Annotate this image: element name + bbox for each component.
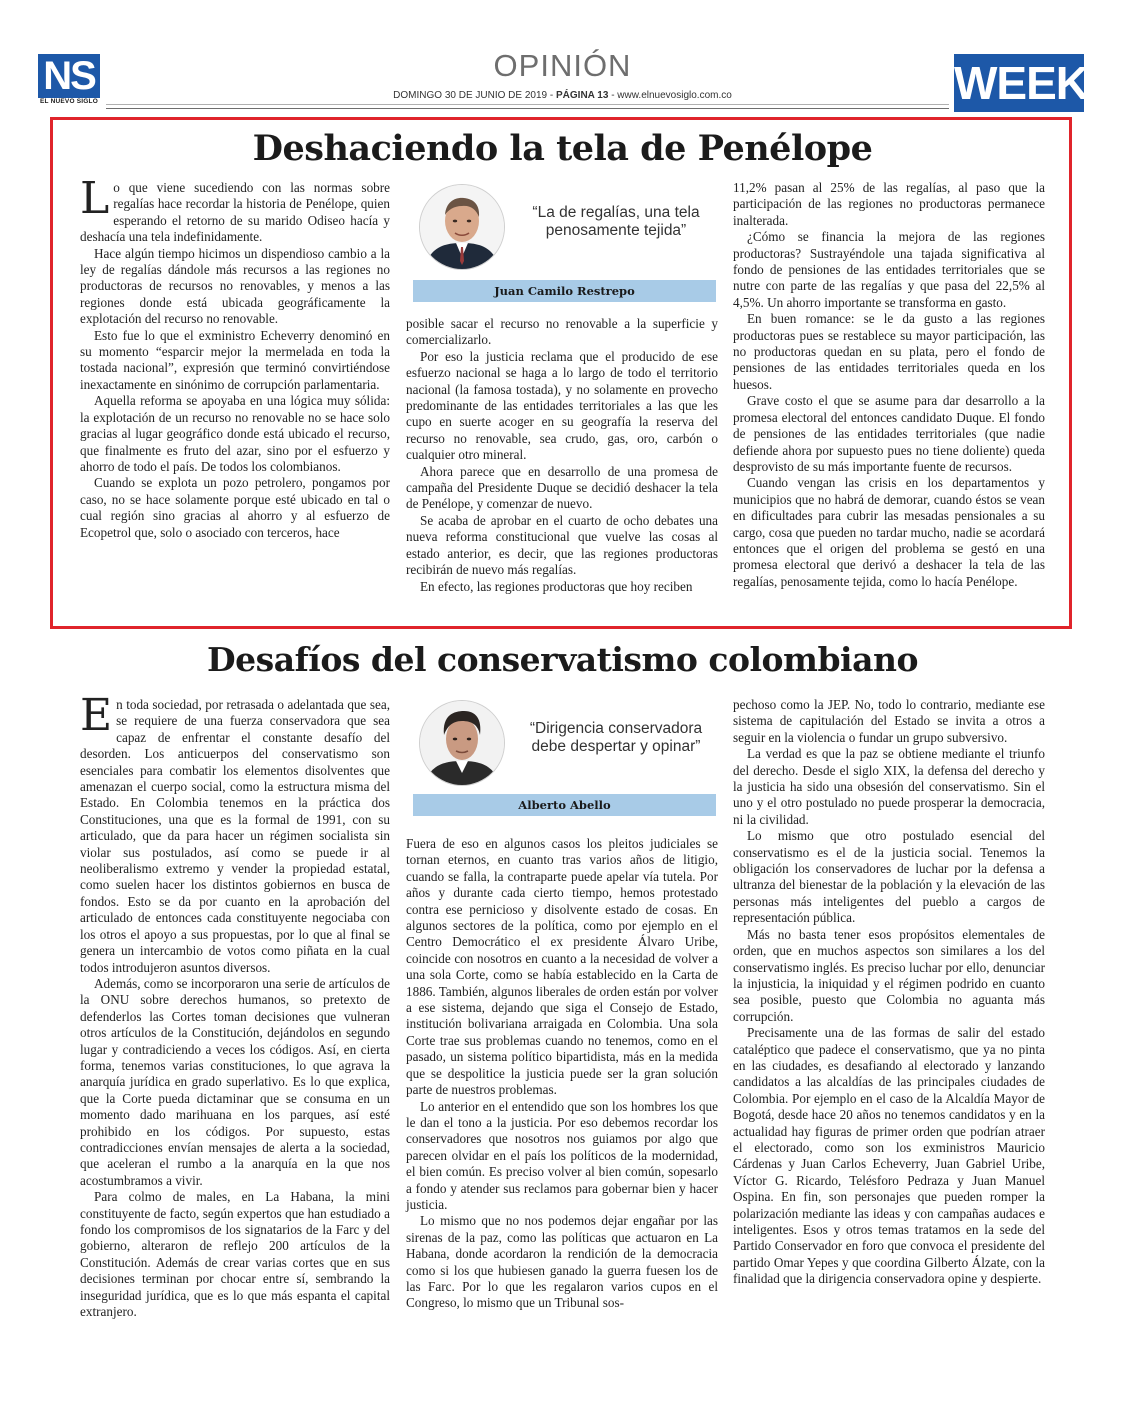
article2-paragraph: La verdad es que la paz se obtiene mediante el triunfo del derecho. Desde el siglo XIX, la defensa del derecho y la justicia ha sido una obsesión del conservatismo. Sin el uno y el otro postulado no puede prosperar la democracia, ni la civilidad. (733, 746, 1045, 827)
article1-column-1 (80, 173, 390, 541)
article1-paragraph: Ahora parece que en desarrollo de una promesa de campaña del Presidente Duque se decidió deshacer la tela de Penélope, y comenzar de nuevo. (406, 463, 718, 512)
article2-column-2 (406, 836, 718, 1312)
portrait-image (420, 185, 504, 269)
portrait-image (420, 701, 504, 785)
week-logo[interactable]: WEEK (954, 54, 1084, 112)
article1-title: Deshaciendo la tela de Penélope (252, 128, 873, 169)
article1-paragraph: Se acaba de aprobar en el cuarto de ocho debates una nueva reforma constitucional que vuelve las cosas al estado anterior, es decir, que las regiones productoras recibirán de nuevo más regalías. (406, 512, 718, 578)
article1-paragraph: Esto fue lo que el exministro Echeverry denominó en su momento “esparcir mejor la mermelada en toda la tostada nacional”, expresión que terminó convirtiéndose inexactamente en sinónimo de corrupción parlamentaria. (80, 327, 390, 392)
logo-ns-subtitle: EL NUEVO SIGLO (40, 98, 98, 105)
article2-paragraph: Precisamente una de las formas de salir del estado cataléptico que padece el conservatismo, que ya no pinta en las ciudades, es desafiando al electorado y lanzando candidatos a las alcaldías de las principales ciudades de Colombia. Por ejemplo en el caso de la Alcaldía Mayor de Bogotá, desde hace 20 años no tenemos candidatos y en la actualidad hay figuras de primer orden que podrían atraer el electorado, como son los exministros Mauricio Cárdenas y Juan Carlos Echeverry, Juan Gabriel Uribe, Víctor G. Ricardo, Telésforo Pedraza y Juan Manuel Ospina. En fin, son personajes que pueden romper la polarización mediante las ideas y con campañas audaces e inteligentes. Esos y otros temas tratamos en la sede del Partido Conservador en foro que convoca el presidente del partido Omar Yepes y que coordina Gilberto Álzate, con la finalidad que la dirigencia conservadora opine y despierte. (733, 1025, 1045, 1287)
author-name: Juan Camilo Restrepo (413, 280, 716, 302)
article1-paragraph: ¿Cómo se financia la mejora de las regiones productoras? Sustrayéndole una tajada significativa al fondo de pensiones de las entidades territoriales que se nutre con parte de las regalías y que pasa del 22,5% al 4,5%. Un ahorro importante se transforma en gasto. (733, 229, 1045, 310)
page-number: PÁGINA 13 (556, 90, 609, 101)
article2-title: Desafíos del conservatismo colombiano (207, 640, 918, 679)
article1-column-3 (733, 180, 1045, 590)
logo-ns-mark: NS (38, 54, 100, 98)
article1-paragraph: En efecto, las regiones productoras que hoy reciben (420, 578, 693, 594)
article2-paragraph: Además, como se incorporaron una serie de artículos de la ONU sobre derechos humanos, so pretexto de defenderlos las Cortes toman decisiones que vulneran otros artículos de la Constitución, dejándolos en segundo lugar y contradiciendo a veces los códigos. Así, en cierta forma, tenemos varias constituciones, lo que agrava la anarquía jurídica en grado superlativo. Es lo que explica, que la Corte pueda dictaminar que se consuma en un momento dado marihuana en los parques, así esté prohibido en los códigos. Por supuesto, estas contradicciones envían mensajes de alerta a la sociedad, que aceleran el rumbo a la anarquía en la que nos acostumbramos a vivir. (80, 975, 390, 1188)
article1-paragraph: Aquella reforma se apoyaba en una lógica muy sólida: la explotación de un recurso no renovable no se hace solo gracias al lugar geográfico donde está ubicado el recurso, que finalmente es fruto del azar, sino por el esfuerzo y ahorro de todo el país. De todos los colombianos. (80, 393, 390, 474)
article2-paragraph: Fuera de eso en algunos casos los pleitos judiciales se tornan eternos, en cuanto tras varios años de litigio, cuando se falla, la contraparte puede apelar vía tutela. Por años y durante cada cierto tiempo, hemos protestado contra ese pernicioso y disolvente estado de cosas. En algunos sectores de la política, como por ejemplo en el Centro Democrático el ex presidente Álvaro Uribe, coincide con nosotros en cuanto a la necesidad de volver a una sola Corte, como se había establecido en la Carta de 1886. También, algunos liberales de orden están por volver a ese sistema, dejando que siga el Consejo de Estado, institución bolivariana arraigada en Colombia. Una sola Corte trae sus problemas cuando no tenemos, como en el pasado, un sistema político bipartidista, más en la medida que se despolitice la justicia puede ser la gran solución parte de nuestros problemas. (406, 836, 718, 1098)
article1-paragraph: Cuando se explota un pozo petrolero, pongamos por caso, no se hace solamente porque esté ubicado en tal o cual región sino gracias al ahorro y al esfuerzo de Ecopetrol que, solo o asociado con terceros, hace (80, 475, 390, 540)
article1-paragraph: Grave costo el que se asume para dar desarrollo a la promesa electoral del entonces candidato Duque. El fondo de pensiones de las entidades territoriales (que nadie defiende ahora por supuesto pues no tiene doliente) queda desprovisto de su más importante fuente de recursos. (733, 393, 1045, 474)
article1-paragraph: Por eso la justicia reclama que el producido de ese esfuerzo nacional se haga a lo largo de todo el territorio nacional (la famosa tostada), y no solamente en provecho predominante de las entidades territoriales a las que les cupo en suerte acoger en su geografía la reserva del recurso no renovable, sea crudo, gas, oro, carbón o cualquier otro mineral. (406, 348, 718, 463)
date-text: DOMINGO 30 DE JUNIO DE 2019 - (393, 90, 554, 101)
article1-dropcap: L (80, 173, 110, 224)
section-title: OPINIÓN (493, 48, 632, 83)
article2-column-1 (80, 690, 390, 1320)
site-url[interactable]: - www.elnuevosiglo.com.co (611, 90, 732, 101)
article1-paragraph: Lo que viene sucediendo con las normas sobre regalías hace recordar la historia de Penélope, quien esperando el retorno de su marido Odiseo hacía y deshacía una tela indefinidamente. (80, 173, 390, 245)
article2-column-3 (733, 697, 1045, 1288)
article2-dropcap: E (80, 690, 113, 741)
article1-paragraph: Cuando vengan las crisis en los departamentos y municipios que no habrá de demorar, cuando éstos se vean en dificultades para cubrir las mesadas pensionales a su cargo, cosa que pueden no tardar mucho, nadie se acordará entonces que el origen del problema se gestó en una promesa electoral que derivó a deshacer la tela de las regalías, penosamente tejida, como lo hacía Penélope. (733, 475, 1045, 589)
article2-paragraph: En toda sociedad, por retrasada o adelantada que sea, se requiere de una fuerza conservadora que sea capaz de enfrentar el constante desafío del desorden. Los anticuerpos del conservatismo son esenciales para combatir los elementos disolventes que amenazan el cuerpo social, como la estructura misma del Estado. En Colombia tenemos en la práctica dos Constituciones, una que es la formal de 1991, con su articulado, que da para hacer un régimen socialista sin violar sus postulados, así como se puede ir al neoliberalismo extremo y vender la propiedad estatal, como suelen hacer los distintos gobiernos en busca de fondos. Esto se da por cuanto en la aprobación del articulado de entonces cada constituyente negociaba con los otros el apoyo a sus propuestas, por lo que al final se genera un intercambio de votos como piñata en la cual todos introdujeron asuntos diversos. (80, 690, 390, 975)
article1-column-2 (406, 316, 718, 595)
header-rule (106, 108, 949, 109)
article1-paragraph: En buen romance: se le da gusto a las regiones productoras pues se restablece su mayor participación, las no productoras quedan en su plata, pero el fondo de pensiones de las entidades territoriales queda en los huesos. (733, 311, 1045, 392)
author-portrait (419, 700, 505, 786)
article1-paragraph: 11,2% pasan al 25% de las regalías, al paso que la participación de las regiones no productoras permanece inalterada. (733, 180, 1045, 228)
author-portrait (419, 184, 505, 270)
article2-paragraph: Para colmo de males, en La Habana, la mini constituyente de facto, según expertos que han estudiado a fondo los compromisos de los signatarios de la Farc y del gobierno, alteraron de reflejo 200 artículos de la Constitución. Además de crear varias cortes que en sus decisiones terminan por chocar entre sí, sembrando la inseguridad jurídica, que es lo que más espanta el capital extranjero. (80, 1189, 390, 1320)
article2-quote-box (413, 698, 716, 816)
article2-paragraph: Lo anterior en el entendido que son los hombres los que le dan el tono a la justicia. Por eso debemos recordar los conservadores que nosotros nos guiamos por algo que parecen olvidar en el país los políticos de la modernidad, el bien común. Es preciso volver al bien común, sopesarlo a fondo y atender sus reclamos para gobernar bien y hacer justicia. (406, 1098, 718, 1212)
article1-paragraph: Hace algún tiempo hicimos un dispendioso cambio a la ley de regalías dándole más recursos a las regiones no productoras de recursos no renovables, y menos a las regiones donde está ubicada geográficamente la explotación del recurso no renovable. (80, 245, 390, 327)
article2-paragraph: pechoso como la JEP. No, todo lo contrario, mediante ese sistema de capitulación del Estado se invita a otros a seguir en la violencia o fundar un grupo subversivo. (733, 697, 1045, 745)
pull-quote: “La de regalías, una tela penosamente tejida” (532, 204, 700, 239)
author-name: Alberto Abello (413, 794, 716, 816)
pull-quote: “Dirigencia conservadora debe despertar y opinar” (529, 720, 703, 755)
article2-paragraph: Más no basta tener esos propósitos elementales de orden, que en muchos aspectos son similares a los del conservatismo inglés. Es preciso luchar por ello, denunciar la injusticia, la iniquidad y el régimen podrido en cuanto sea posible, puesto que Colombia no aguanta más corrupción. (733, 926, 1045, 1024)
article1-paragraph: posible sacar el recurso no renovable a la superficie y comercializarlo. (406, 316, 718, 348)
article2-paragraph: Lo mismo que otro postulado esencial del conservatismo es el de la justicia social. Tenemos la obligación los conservadores de luchar por la defensa a ultranza del bienestar de la población y la elevación de las personas más inteligentes del pueblo a cargos de representación pública. (733, 828, 1045, 926)
header-rule-thin (106, 104, 949, 105)
article1-quote-box (413, 182, 716, 302)
article2-paragraph: Lo mismo que no nos podemos dejar engañar por las sirenas de la paz, como las políticas que actuaron en La Habana, donde acordaron la rendición de la democracia como si los que hubiesen ganado la guerra fuesen los de las Farc. Por lo que les regalaron varios cupos en el Congreso, lo mismo que un Tribunal sos- (406, 1213, 718, 1311)
